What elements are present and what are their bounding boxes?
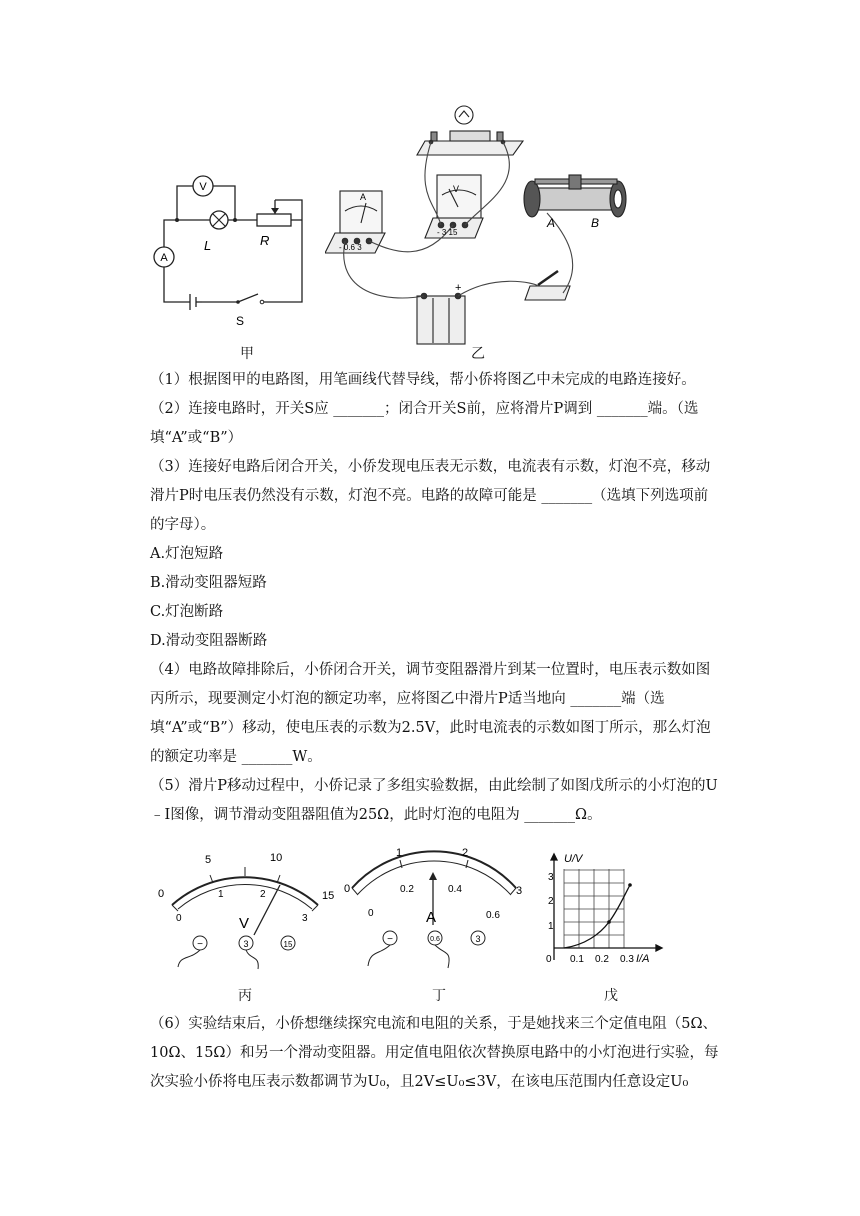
- wu-x-tick-0-2: 0.2: [595, 954, 609, 965]
- ding-inner-tick-0-6: 0.6: [486, 910, 500, 921]
- battery-box: [417, 296, 465, 344]
- ding-inner-tick-0: 0: [368, 908, 374, 919]
- caption-ding: 丁: [432, 988, 446, 1004]
- bing-outer-tick-0: 0: [158, 888, 165, 900]
- bing-inner-tick-2: 2: [260, 889, 266, 900]
- bing-pointer: [254, 885, 280, 935]
- question-5: （5）滑片P移动过程中，小侨记录了多组实验数据，由此绘制了如图戊所示的小灯泡的U﹣I图像，调节滑动变阻器阻值为25Ω，此时灯泡的电阻为 _______Ω。: [150, 778, 718, 823]
- ding-terminal-neg: −: [387, 934, 393, 945]
- lamp-bulb: [455, 106, 473, 124]
- ding-inner-tick-0-2: 0.2: [400, 884, 414, 895]
- wu-x-tick-0: 0: [546, 954, 552, 965]
- ding-outer-tick-2: 2: [462, 847, 469, 859]
- question-1: （1）根据图甲的电路图，用笔画线代替导线，帮小侨将图乙中未完成的电路连接好。: [150, 372, 696, 388]
- wu-y-axis-label: U/V: [564, 853, 583, 865]
- voltmeter-face-label: V: [453, 184, 460, 194]
- ammeter-label: A: [160, 252, 168, 264]
- ding-unit-label: A: [426, 909, 437, 926]
- bing-inner-tick-1: 1: [218, 889, 224, 900]
- ammeter-terminal-labels: - 0.6 3: [339, 243, 362, 252]
- wu-y-tick-2: 2: [548, 896, 554, 907]
- voltmeter-dial-bing: [150, 845, 340, 975]
- ammeter-dial-ding: [340, 840, 530, 975]
- voltmeter-label: V: [199, 181, 207, 193]
- ding-outer-tick-0: 0: [344, 883, 351, 895]
- question-3: （3）连接好电路后闭合开关，小侨发现电压表无示数，电流表有示数，灯泡不亮，移动滑片P时电压表仍然没有示数，灯泡不亮。电路的故障可能是 _______（选填下列选项前的字母）。: [150, 459, 711, 533]
- bing-terminal-neg: −: [197, 939, 203, 950]
- ding-outer-tick-3: 3: [516, 885, 523, 897]
- bing-terminal-15: 15: [283, 940, 293, 949]
- switch-label: S: [236, 314, 245, 328]
- q3-option-c: C.灯泡断路: [150, 604, 224, 620]
- bing-inner-tick-3: 3: [302, 913, 308, 924]
- battery-plus-label: +: [455, 282, 462, 294]
- ding-terminal-0-6: 0.6: [430, 936, 440, 943]
- caption-wu: 戊: [604, 988, 618, 1004]
- wu-x-tick-0-1: 0.1: [570, 954, 584, 965]
- rheostat-coil: [530, 188, 620, 210]
- ui-curve: [564, 885, 630, 948]
- q3-option-d: D.滑动变阻器断路: [150, 633, 268, 649]
- wu-y-tick-3: 3: [548, 872, 554, 883]
- bing-inner-tick-0: 0: [176, 913, 182, 924]
- questions-block-1: [150, 366, 720, 830]
- bing-outer-tick-15: 15: [322, 890, 335, 902]
- wu-x-tick-0-3: 0.3: [620, 954, 634, 965]
- rheostat-end-a: A: [547, 216, 556, 230]
- lamp-label: L: [204, 238, 212, 253]
- bing-outer-tick-5: 5: [205, 854, 212, 866]
- q3-option-b: B.滑动变阻器短路: [150, 575, 267, 591]
- caption-bing: 丙: [238, 988, 252, 1004]
- bing-unit-label: V: [239, 915, 250, 932]
- q3-option-a: A.灯泡短路: [150, 546, 224, 562]
- question-6: （6）实验结束后，小侨想继续探究电流和电阻的关系，于是她找来三个定值电阻（5Ω、10Ω、15Ω）和另一个滑动变阻器。用定值电阻依次替换原电路中的小灯泡进行实验，每次实验小侨将电压表示数都调节为U₀，且2V≤U₀≤3V，在该电压范围内任意设定U₀: [150, 1016, 719, 1090]
- ding-terminal-3: 3: [475, 934, 481, 944]
- wu-y-tick-1: 1: [548, 921, 554, 932]
- bing-outer-tick-10: 10: [270, 852, 283, 864]
- caption-yi: 乙: [471, 346, 485, 362]
- apparatus-figure-yi: [325, 103, 650, 348]
- circuit-diagram-jia: [150, 170, 320, 335]
- rheostat-label: R: [260, 233, 270, 248]
- question-4: （4）电路故障排除后，小侨闭合开关，调节变阻器滑片到某一位置时，电压表示数如图丙所示，现要测定小灯泡的额定功率，应将图乙中滑片P适当地向 _______端（选填“A”或“B”）移动，使电压表的示数为2.5V，此时电流表的示数如图丁所示，那么灯泡的额定功率是 _______W。: [150, 662, 711, 765]
- wu-x-axis-label: I/A: [636, 953, 650, 965]
- ui-graph-wu: [540, 850, 680, 975]
- bing-terminal-3: 3: [243, 939, 249, 949]
- ding-outer-tick-1: 1: [396, 847, 403, 859]
- ding-inner-tick-0-4: 0.4: [448, 884, 462, 895]
- caption-jia: 甲: [240, 346, 254, 362]
- question-2: （2）连接电路时，开关S应 _______；闭合开关S前，应将滑片P调到 _______端。（选填“A”或“B”）: [150, 401, 699, 446]
- voltmeter-terminal-labels: - 3 15: [437, 228, 458, 237]
- questions-block-2: [150, 1010, 720, 1097]
- ammeter-face-label: A: [359, 192, 367, 202]
- rheostat-end-b: B: [591, 216, 600, 230]
